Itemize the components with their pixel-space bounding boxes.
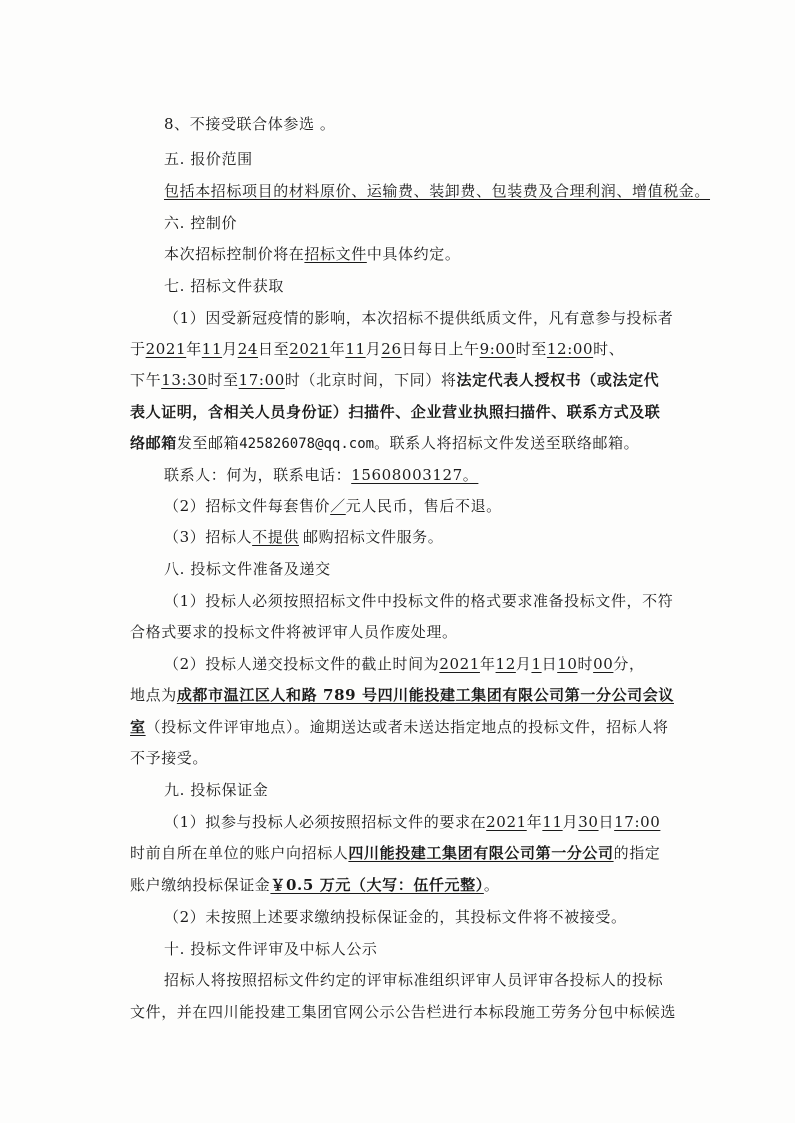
section-7-title: 七. 招标文件获取 <box>164 277 284 295</box>
section-5-title: 五. 报价范围 <box>164 150 253 168</box>
s9-para2: （2）未按照上述要求缴纳投标保证金的，其投标文件将不被接受。 <box>164 908 627 926</box>
s7-para1-line5: 络邮箱发至邮箱425826078@qq.com。联系人将招标文件发送至联络邮箱。 <box>130 434 640 452</box>
end-day: 26 <box>381 340 402 358</box>
deposit-year: 2021 <box>486 813 527 831</box>
deadline-hour: 10 <box>557 655 578 673</box>
s7-para1-line3: 下午13:30时至17:00时（北京时间，下同）将法定代表人授权书（或法定代 <box>130 371 660 389</box>
deposit-day: 30 <box>578 813 599 831</box>
s7-para1-line2: 于2021年11月24日至2021年11月26日每日上午9:00时至12:00时、 <box>130 340 625 358</box>
contact-line: 联系人：何为，联系电话：15608003127。 <box>164 466 479 484</box>
price-value: ／ <box>330 497 346 515</box>
s7-para2: （2）招标文件每套售价／元人民币，售后不退。 <box>164 497 502 515</box>
section-8-title: 八. 投标文件准备及递交 <box>164 560 331 578</box>
section-5-body: 包括本招标项目的材料原价、运输费、装卸费、包装费及合理利润、增值税金。 <box>164 182 711 200</box>
deposit-month: 11 <box>542 813 563 831</box>
pm-end: 17:00 <box>238 371 285 389</box>
deadline-month: 12 <box>495 655 516 673</box>
am-start: 9:00 <box>479 340 516 358</box>
section-10-title: 十. 投标文件评审及中标人公示 <box>164 940 378 958</box>
s9-para1-line1: （1）拟参与投标人必须按照招标文件的要求在2021年11月30日17:00 <box>164 813 661 831</box>
am-end: 12:00 <box>546 340 594 358</box>
s8-para1-line2: 合格式要求的投标文件将被评审人员作废处理。 <box>130 623 458 641</box>
s7-para1-line1: （1）因受新冠疫情的影响，本次招标不提供纸质文件，凡有意参与投标者 <box>164 309 674 327</box>
end-month: 11 <box>345 340 366 358</box>
s8-para2-line2: 地点为成都市温江区人和路 789 号四川能投建工集团有限公司第一分公司会议 <box>130 686 674 704</box>
end-year: 2021 <box>289 340 330 358</box>
tender-doc-ref: 招标文件 <box>304 245 367 263</box>
section-9-title: 九. 投标保证金 <box>164 781 269 799</box>
start-year: 2021 <box>145 340 187 358</box>
s10-line2: 文件，并在四川能投建工集团官网公示公告栏进行本标段施工劳务分包中标候选 <box>130 1003 677 1021</box>
contact-email: 425826078@qq.com <box>239 436 375 452</box>
recipient-company: 四川能投建工集团有限公司第一分公司 <box>348 844 614 862</box>
deposit-hour: 17:00 <box>614 813 661 831</box>
deadline-minute: 00 <box>593 655 614 673</box>
section-6-body: 本次招标控制价将在招标文件中具体约定。 <box>164 245 461 263</box>
deadline-year: 2021 <box>439 655 480 673</box>
s9-para1-line2: 时前自所在单位的账户向招标人四川能投建工集团有限公司第一分公司的指定 <box>130 844 661 862</box>
pm-start: 13:30 <box>161 371 208 389</box>
s8-para2-line1: （2）投标人递交投标文件的截止时间为2021年12月1日10时00分， <box>164 655 645 673</box>
section-6-title: 六. 控制价 <box>164 214 238 232</box>
s8-para1-line1: （1）投标人必须按照招标文件中投标文件的格式要求准备投标文件，不符 <box>164 592 674 610</box>
s9-para1-line3: 账户缴纳投标保证金￥0.5 万元（大写：伍仟元整）。 <box>130 876 500 894</box>
mail-service-flag: 不提供 <box>252 528 299 546</box>
s7-para1-line4: 表人证明，含相关人员身份证）扫描件、企业营业执照扫描件、联系方式及联 <box>130 403 661 421</box>
s7-para3: （3）招标人不提供 邮购招标文件服务。 <box>164 528 444 546</box>
deadline-day: 1 <box>531 655 542 673</box>
deposit-amount: ￥0.5 万元（大写：伍仟元整） <box>270 876 484 894</box>
s8-para2-line4: 不予接受。 <box>130 749 209 767</box>
s10-line1: 招标人将按照招标文件约定的评审标准组织评审人员评审各投标人的投标 <box>164 971 664 989</box>
s8-para2-line3: 室（投标文件评审地点）。逾期送达或者未送达指定地点的投标文件，招标人将 <box>130 718 669 736</box>
contact-phone: 15608003127。 <box>351 466 479 484</box>
start-month: 11 <box>201 340 223 358</box>
start-day: 24 <box>237 340 258 358</box>
item-8-text: 8、不接受联合体参选 。 <box>164 115 336 133</box>
venue-address: 成都市温江区人和路 789 号四川能投建工集团有限公司第一分公司会议 <box>176 686 674 704</box>
